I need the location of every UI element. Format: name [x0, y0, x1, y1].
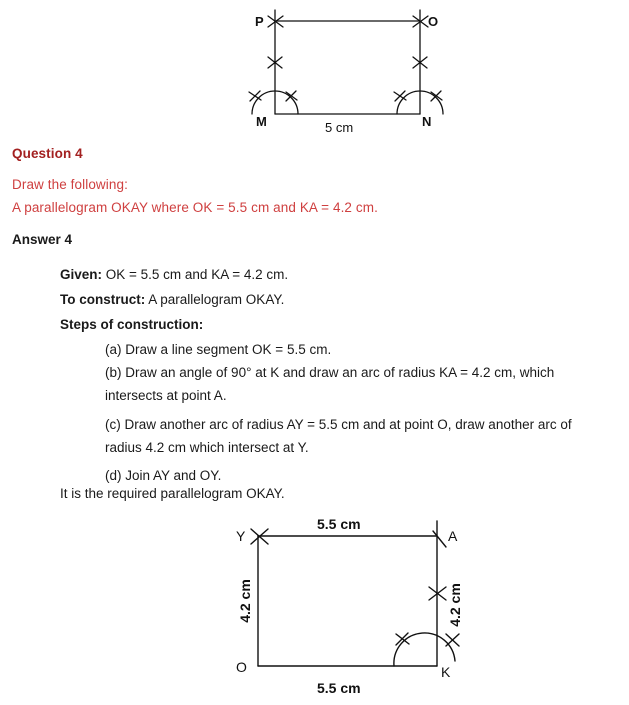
label-dimension-left: 4.2 cm — [237, 579, 253, 623]
label-dimension-right: 4.2 cm — [447, 583, 463, 627]
label-vertex-n: N — [422, 114, 432, 129]
to-construct-line — [60, 289, 284, 311]
step-d: (d) Join AY and OY. — [105, 468, 222, 483]
label-vertex-p: P — [255, 14, 264, 29]
question-prompt: Draw the following: — [12, 177, 128, 192]
answer-heading: Answer 4 — [12, 232, 73, 247]
question-detail: A parallelogram OKAY where OK = 5.5 cm and KA = 4.2 cm. — [12, 200, 378, 215]
arc-m-mark-left-2 — [250, 91, 260, 101]
question-heading: Question 4 — [12, 146, 83, 161]
given-text: OK = 5.5 cm and KA = 4.2 cm. — [102, 267, 289, 282]
tick-a-1 — [433, 531, 446, 547]
label-vertex-k: K — [441, 664, 451, 680]
closing-line: It is the required parallelogram OKAY. — [60, 486, 285, 501]
given-line — [60, 264, 288, 286]
given-label: Given: — [60, 267, 103, 282]
figure-top-svg — [0, 0, 629, 140]
label-vertex-o2: O — [236, 659, 247, 675]
step-c: (c) Draw another arc of radius AY = 5.5 cm and at point O, draw another arc of — [105, 417, 572, 432]
label-dimension-bottom: 5.5 cm — [317, 680, 361, 696]
steps-of-construction-label — [60, 314, 203, 336]
step-b-continuation: intersects at point A. — [105, 388, 227, 403]
to-construct-text: A parallelogram OKAY. — [145, 292, 285, 307]
label-vertex-a: A — [448, 528, 458, 544]
step-a: (a) Draw a line segment OK = 5.5 cm. — [105, 342, 332, 357]
steps-label-text: Steps of construction: — [60, 317, 204, 332]
label-dimension-top: 5.5 cm — [317, 516, 361, 532]
figure-parallelogram-okay — [0, 505, 629, 705]
label-vertex-m: M — [256, 114, 267, 129]
step-c-continuation: radius 4.2 cm which intersect at Y. — [105, 440, 309, 455]
to-construct-label: To construct: — [60, 292, 146, 307]
label-vertex-o: O — [428, 14, 439, 29]
label-vertex-y: Y — [236, 528, 246, 544]
figure-partial-construction-pmno — [0, 0, 629, 140]
figure-bottom-svg — [0, 505, 629, 705]
arc-n-mark-left-2 — [395, 91, 405, 101]
step-b: (b) Draw an angle of 90° at K and draw an arc of radius KA = 4.2 cm, which — [105, 365, 555, 380]
label-dimension-mn: 5 cm — [325, 120, 354, 135]
